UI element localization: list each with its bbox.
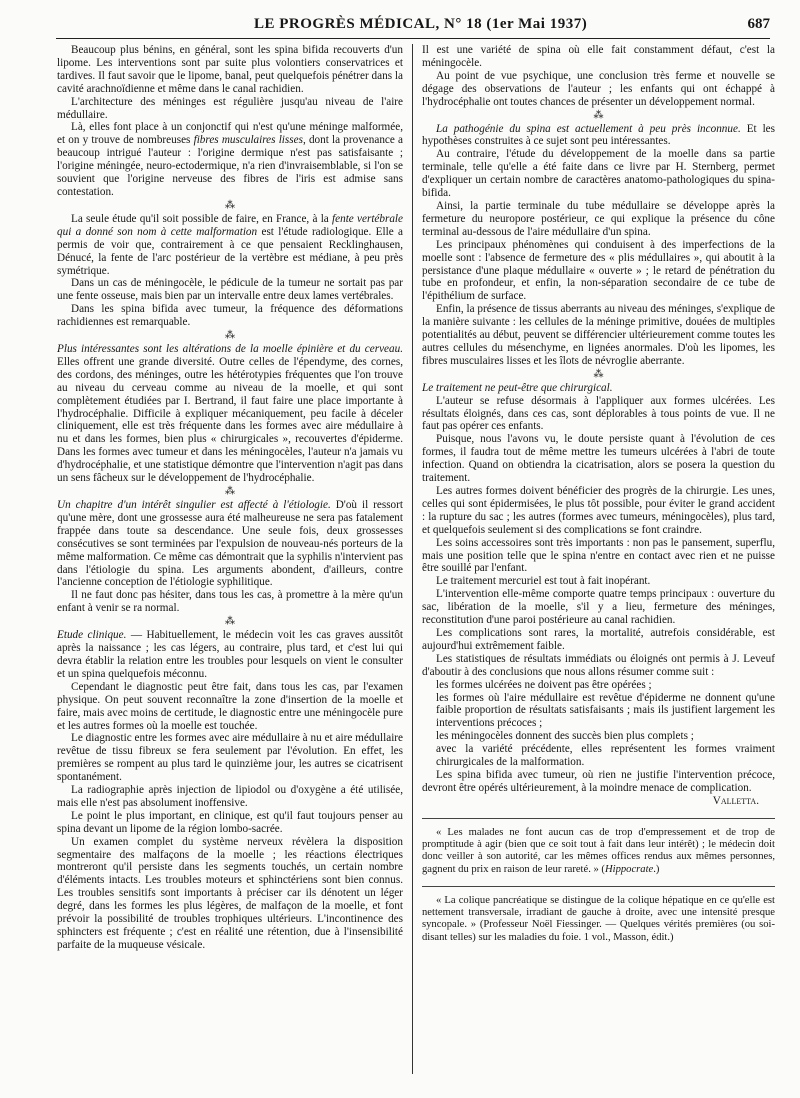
section-ornament: ⁂ (593, 109, 604, 121)
author-signature: Valletta. (712, 794, 759, 807)
paragraph: Dans un cas de méningocèle, le pédicule de la tumeur ne sortait pas par une fente osseuse, mais bien par un intervalle entre deux lames vertébrales. (57, 277, 403, 303)
paragraph: Les statistiques de résultats immédiats ou éloignés ont permis à J. Leveuf d'aboutir à des conclusions que nous allons résumer comme suit : (422, 652, 775, 678)
quote-box (422, 827, 775, 876)
paragraph: Là, elles font place à un conjonctif qui n'est qu'une méninge malformée, et on y trouve de nombreuses fibres musculaires lisses, dont la provenance a beaucoup intrigué l'auteur : l'origine dermique n'est pas satisfaisante ; l'origine méningée, neuro-ectodermique, n'a rien d'invraisemblable, si l'on se souvient que l'origine nerveuse des fibres de l'iris est admise sans contestation. (57, 121, 404, 198)
paragraph: La seule étude qu'il soit possible de faire, en France, à la fente vertébrale qui a donné son nom à cette malformation est l'étude radiologique. Elle a permis de voir que, contrairement à ce que pensaient Recklinghausen, Dénucé, la fente de l'arc postérieur de la vertèbre est médiane, à peu près symétrique. (57, 212, 404, 277)
paragraph: L'architecture des méninges est régulière jusqu'au niveau de l'aire médullaire. (57, 95, 403, 121)
paragraph: Les complications sont rares, la mortalité, autrefois considérable, est aujourd'hui extrêmement faible. (422, 626, 775, 652)
separator-rule (422, 818, 775, 819)
section-ornament: ⁂ (225, 616, 235, 628)
paragraph: Enfin, la présence de tissus aberrants au niveau des méninges, s'explique de la manière suivante : les cellules de la méninge primitive, douées de multiples potentialités au début, peuvent se différencier ultérieurement comme toutes les autres cellules du mésenchyme, en lignées anormales. D'où les lipomes, les fibres musculaires lisses et les îlots de névroglie aberrante. (422, 303, 775, 367)
left-column (57, 44, 403, 952)
paragraph: Au contraire, l'étude du développement de la moelle dans sa partie terminale, telle qu'elle a été faite dans ce livre par H. Sternberg, permet d'expliquer un certain nombre de caractères anatomo-pathologiques du spina-bifida. (422, 148, 775, 200)
list-item: les formes où l'aire médullaire est revêtue d'épiderme ne donnent qu'une faible proportion de résultats satisfaisants ; mais ils justifient largement les interventions précoces ; (436, 691, 775, 730)
list-item: avec la variété précédente, elles représentent les formes vraiment chirurgicales de la malformation. (436, 743, 775, 769)
paragraph: L'auteur se refuse désormais à l'appliquer aux formes ulcérées. Les résultats éloignés, dans ces cas, sont déplorables à tous points de vue. Il ne faut pas opérer ces enfants. (422, 394, 775, 433)
paragraph: L'intervention elle-même comporte quatre temps principaux : ouverture du sac, libération de la moelle, s'il y a lieu, fermeture des méninges, reconstitution d'une paroi postérieure au canal rachidien. (422, 588, 775, 627)
paragraph: Le diagnostic entre les formes avec aire médullaire à nu et aire médullaire revêtue de tissu fibreux se fera seulement par l'évolution. En effet, les premières se rompent au plus tard le quinzième jour, les autres se cicatrisent spontanément. (57, 732, 403, 784)
header-rule (56, 38, 770, 39)
paragraph: Il ne faut donc pas hésiter, dans tous les cas, à promettre à la mère qu'un enfant à venir se ra normal. (57, 589, 403, 615)
section-ornament: ⁂ (225, 199, 235, 211)
paragraph: Les spina bifida avec tumeur, où rien ne justifie l'intervention précoce, devront être opérés ultérieurement, à la moindre menace de complication. (422, 768, 775, 794)
paragraph: Un examen complet du système nerveux révèlera la disposition segmentaire des malfaçons de la moelle ; les réactions électriques montreront qu'il persiste dans les segments touchés, un certain nombre d'éléments intacts. Les troubles moteurs et sphinctériens sont bien connus. Les troubles sensitifs sont importants à préciser car ils dénotent un léger degré, dans les formes les plus légères, de malfaçon de la moelle, et font prévoir la possibilité de troubles trophiques ultérieurs. L'incontinence des sphincters est fréquente ; c'est en réalité une rétention, due à l'insensibilité parfaite de la muqueuse vésicale. (57, 835, 403, 951)
paragraph: Etude clinique. — Habituellement, le médecin voit les cas graves aussitôt après la naissance ; les cas légers, au contraire, plus tard, et c'est lui qui devra établir la relation entre les troubles pour lesquels on vient le consulter et un spina quelquefois méconnu. (57, 629, 404, 680)
section-ornament: ⁂ (225, 486, 235, 497)
journal-title: LE PROGRÈS MÉDICAL, N° 18 (1er Mai 1937) (254, 16, 588, 32)
paragraph: Au point de vue psychique, une conclusion très ferme et nouvelle se dégage des observations de l'auteur ; les enfants qui ont échappé à l'hydrocéphalie ont toutes chances de présenter un développement normal. (422, 69, 775, 108)
paragraph: Puisque, nous l'avons vu, le doute persiste quant à l'évolution de ces formes, il faudra tout de même mettre les tumeurs ulcérées à l'abri de toute infection. Quand on obtiendra la cicatrisation, alors se posera la question du traitement. (422, 433, 775, 485)
paragraph: Il est une variété de spina où elle fait constamment défaut, c'est la méningocèle. (422, 44, 775, 69)
running-header (56, 14, 770, 36)
section-ornament: ⁂ (225, 330, 235, 342)
paragraph: Dans les spina bifida avec tumeur, la fréquence des déformations rachidiennes est remarquable. (57, 303, 403, 329)
list-item: les méningocèles donnent des succès bien plus complets ; (436, 730, 694, 743)
paragraph: Cependant le diagnostic peut être fait, dans tous les cas, par l'examen physique. On peut souvent reconnaître la zone d'insertion de la moelle et faire, mais avec moins de certitude, le diagnostic entre une méningocèle pure et les autres formes où la moelle est touchée. (57, 680, 403, 732)
paragraph: Les soins accessoires sont très importants : non pas le pansement, superflu, mais une position telle que le spina n'entre en contact avec rien et ne puisse être souillé par l'enfant. (422, 536, 775, 575)
paragraph: Les principaux phénomènes qui conduisent à des imperfections de la moelle sont : l'absence de fermeture des « plis médullaires », qui aboutit à la persistance d'une plaque médullaire « ouverte » ; le retard de pénétration du tube en profondeur, et enfin, la non-séparation secondaire de ce tube de l'épithélium de surface. (422, 238, 775, 303)
right-column (422, 44, 775, 944)
paragraph: Ainsi, la partie terminale du tube médullaire se développe après la fermeture du neuropore postérieur, ce qui explique la présence du cône terminal au-dessous de l'aire médullaire d'un spina. (422, 199, 775, 238)
paragraph: Le point le plus important, en clinique, est qu'il faut toujours penser au spina devant un lipome de la région lombo-sacrée. (57, 809, 403, 835)
quote-hippocrate: « Les malades ne font aucun cas de trop d'empressement et de trop de promptitude à agir (bien que ce soit tout à fait dans leur intérêt) ; le médecin doit donc veiller à son autorité, car les mêmes offices rendus aux mêmes personnes, gagnent du prix en raison de leur rareté. » (Hippocrate.) (422, 826, 775, 875)
section-ornament: ⁂ (593, 368, 604, 380)
paragraph: La radiographie après injection de lipiodol ou d'oxygène a été utilisée, mais elle n'est pas absolument inoffensive. (57, 784, 403, 809)
page-number: 687 (747, 16, 770, 32)
paragraph: La pathogénie du spina est actuellement à peu près inconnue. Et les hypothèses construites à ce sujet sont peu intéressantes. (422, 122, 776, 148)
section-heading: Le traitement ne peut-être que chirurgical. (422, 381, 613, 394)
paragraph: Un chapitre d'un intérêt singulier est affecté à l'étiologie. D'où il ressort qu'une mère, dont une grossesse aura été malheureuse ne sera pas fatalement frappée dans toute sa descendance. Une seule fois, deux grossesses consécutives se sont terminées par l'expulsion de nouveau-nés porteurs de la même malformation. Ce même cas démontrait que la syphilis n'intervient pas dans l'étiologie du spina. Les arguments abondent, d'ailleurs, contre l'ancienne conception de l'étiologie syphilitique. (57, 499, 403, 589)
paragraph: Les autres formes doivent bénéficier des progrès de la chirurgie. Les unes, celles qui sont épidermisées, le plus tôt possible, pour éviter le grand accident : la rupture du sac ; les autres (formes avec tumeurs, méningocèles), plus tard, et quelquefois seulement si des complications se font craindre. (422, 485, 775, 536)
column-divider (412, 44, 413, 1074)
paragraph: Beaucoup plus bénins, en général, sont les spina bifida recouverts d'un lipome. Les interventions sont par suite plus volontiers conservatrices et tardives. Il faut savoir que le lipome, banal, peut quelquefois pénétrer dans la cavité arachnoïdienne et même dans le canal rachidien. (57, 44, 403, 95)
paragraph: Plus intéressantes sont les altérations de la moelle épinière et du cerveau. Elles offrent une grande diversité. Outre celles de l'épendyme, des cornes, des cordons, des méninges, outre les hétérotypies fréquentes que l'on trouve au niveau du cerveau comme au niveau de la moelle, et qui sont complètement étudiées par I. Bertrand, il faut faire une place importante à l'hydrocéphalie. Difficile à expliquer mécaniquement, peu facile à déceler cliniquement, elle est très fréquente dans les formes avec aire médullaire à nu et dans les formes, bien plus « chirurgicales », recouvertes d'épiderme. Dans les formes avec tumeur et dans les méningocèles, l'auteur n'a jamais vu d'hydrocéphalie, et une statistique démontre que l'intervention n'agit pas dans un sens fâcheux sur le développement de l'hydrocéphalie. (57, 343, 403, 485)
quote-box (422, 895, 775, 944)
quote-fiessinger: « La colique pancréatique se distingue de la colique hépatique en ce qu'elle est nettement transversale, irradiant de gauche à droite, avec une intensité presque syncopale. » (Professeur Noël Fiessinger. — Quelques vérités premières (ou soi-disant telles) sur les maladies du foie. 1 vol., Masson, édit.) (422, 894, 775, 943)
separator-rule (422, 886, 775, 887)
paragraph: Le traitement mercuriel est tout à fait inopérant. (436, 575, 651, 588)
list-item: les formes ulcérées ne doivent pas être opérées ; (436, 678, 652, 691)
